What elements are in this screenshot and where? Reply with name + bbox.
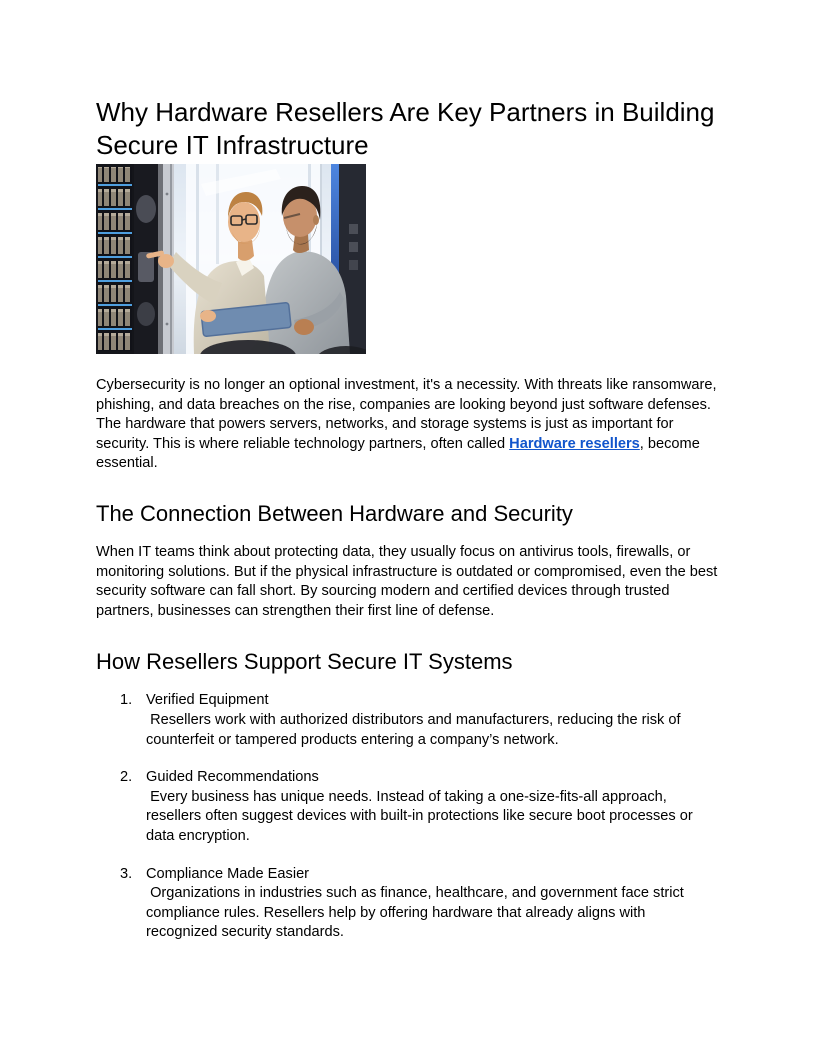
list-item	[96, 865, 720, 943]
list-item	[96, 691, 720, 750]
list-item-body: Every business has unique needs. Instead of taking a one-size-fits-all approach, resellers often suggest devices with built-in protections like secure boot processes or data encryption.	[146, 788, 697, 844]
list-item	[96, 768, 720, 846]
list-item-number: 1.	[120, 692, 133, 709]
intro-paragraph	[96, 376, 720, 474]
server-room-photo	[96, 164, 366, 354]
section1-paragraph: When IT teams think about protecting data, they usually focus on antivirus tools, firewalls, or monitoring solutions. But if the physical infrastructure is outdated or compromised, even the best security software can fall short. By sourcing modern and certified devices through trusted partners, businesses can strengthen their first line of defense.	[96, 543, 718, 619]
list-item-title: Verified Equipment	[146, 692, 269, 709]
list-item-title: Compliance Made Easier	[146, 865, 310, 882]
list-item-body: Organizations in industries such as finance, healthcare, and government face strict compliance rules. Resellers help by offering hardware that already aligns with recognized security standards.	[146, 885, 688, 941]
heading-how-resellers-support: How Resellers Support Secure IT Systems	[96, 649, 513, 675]
intro-text-before-link: Cybersecurity is no longer an optional investment, it's a necessity. With threats like ransomware, phishing, and data breaches on the rise, companies are looking beyond just software defenses. The hardware that powers servers, networks, and storage systems is just as important for security. This is where reliable technology partners, often called	[96, 377, 717, 452]
page-title: Why Hardware Resellers Are Key Partners in Building Secure IT Infrastructure	[96, 97, 715, 160]
numbered-list	[96, 691, 720, 943]
intro-text-after-link: , become essential.	[96, 435, 700, 472]
list-item-number: 3.	[120, 865, 133, 882]
heading-connection-hardware-security: The Connection Between Hardware and Security	[96, 500, 573, 526]
list-item-title: Guided Recommendations	[146, 769, 319, 786]
hardware-resellers-link[interactable]: Hardware resellers	[509, 435, 640, 452]
server-room-illustration	[96, 164, 366, 354]
list-item-body: Resellers work with authorized distributors and manufacturers, reducing the risk of counterfeit or tampered products entering a company’s network.	[146, 711, 685, 748]
list-item-number: 2.	[120, 769, 133, 786]
